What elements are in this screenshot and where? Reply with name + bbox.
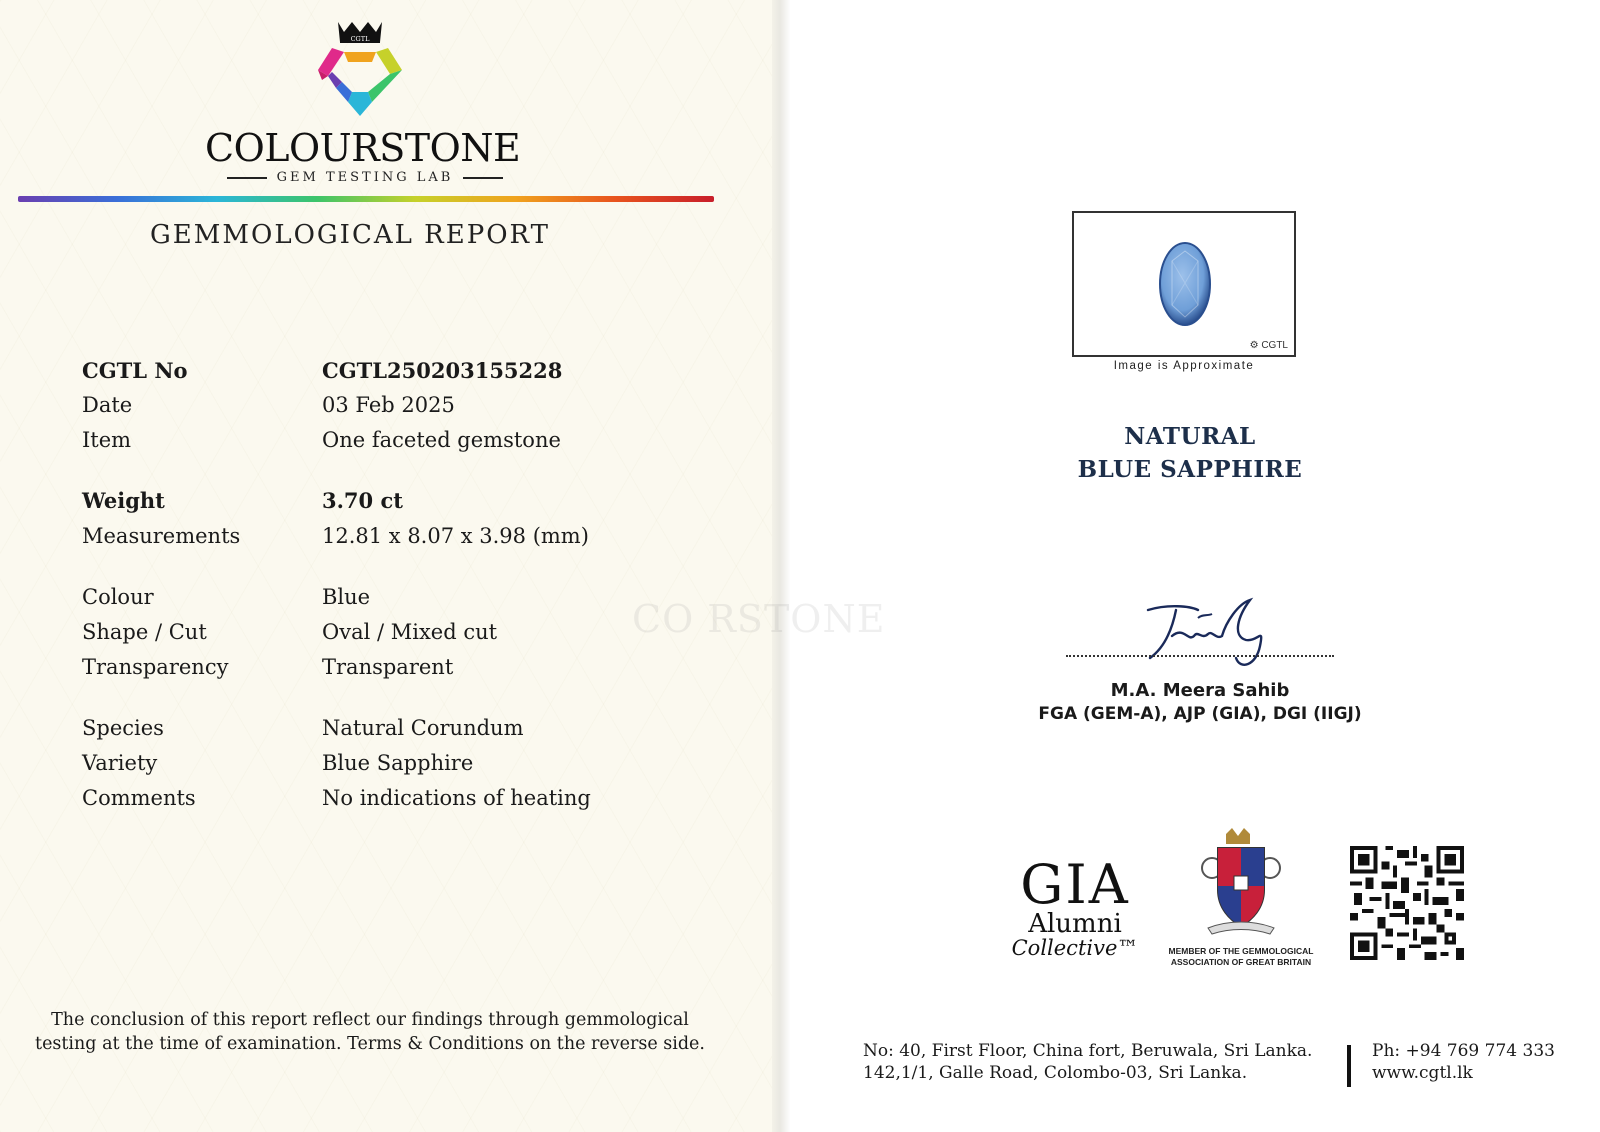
field-label: Measurements xyxy=(82,524,241,548)
photo-watermark-tag: ⚙ CGTL xyxy=(1249,340,1288,351)
field-value: Blue Sapphire xyxy=(322,751,474,775)
address-block xyxy=(863,1040,1312,1084)
field-label: Shape / Cut xyxy=(82,620,207,644)
field-label: Colour xyxy=(82,585,154,609)
qr-code-icon[interactable] xyxy=(1350,846,1464,960)
conclusion-line: BLUE SAPPHIRE xyxy=(1077,456,1303,483)
disclaimer-line: The conclusion of this report reflect our findings through gemmological xyxy=(51,1010,689,1030)
field-row-colour xyxy=(82,585,702,615)
field-value: Oval / Mixed cut xyxy=(322,620,498,644)
field-value: Natural Corundum xyxy=(322,716,524,740)
field-value: One faceted gemstone xyxy=(322,428,561,452)
photo-tag-text: CGTL xyxy=(1261,340,1288,351)
field-value: 12.81 x 8.07 x 3.98 (mm) xyxy=(322,524,589,548)
field-row-measurements xyxy=(82,524,702,554)
gia-collective-text: Collective™ xyxy=(1011,936,1139,960)
field-row-shape-cut xyxy=(82,620,702,650)
gemstone-icon xyxy=(1158,241,1212,327)
brand-subtitle xyxy=(215,170,515,185)
colourstone-logo-icon xyxy=(300,18,420,130)
signature-line xyxy=(1066,655,1334,657)
field-row-transparency xyxy=(82,655,702,685)
field-label: Comments xyxy=(82,786,196,810)
field-value: Transparent xyxy=(322,655,454,679)
field-label: Item xyxy=(82,428,132,452)
page-fold xyxy=(772,0,790,1132)
gemstone-image-frame xyxy=(1072,211,1296,357)
crown-text: CGTL xyxy=(350,35,370,43)
field-value: 03 Feb 2025 xyxy=(322,393,455,417)
field-label: CGTL No xyxy=(82,358,188,383)
field-label: Date xyxy=(82,393,133,417)
rainbow-divider xyxy=(18,196,714,202)
gem-a-crest-icon xyxy=(1198,828,1284,938)
field-row-species xyxy=(82,716,702,746)
field-row-date xyxy=(82,393,702,423)
field-row-variety xyxy=(82,751,702,781)
disclaimer-line: testing at the time of examination. Terms & Conditions on the reverse side. xyxy=(35,1034,705,1054)
conclusion xyxy=(1040,420,1340,486)
gia-text: GIA xyxy=(1020,853,1130,916)
footer-divider xyxy=(1347,1045,1351,1087)
image-caption: Image is Approximate xyxy=(1113,360,1255,372)
field-label: Variety xyxy=(82,751,158,775)
conclusion-line: NATURAL xyxy=(1124,423,1256,450)
website-link[interactable]: www.cgtl.lk xyxy=(1372,1063,1473,1083)
signatory-name: M.A. Meera Sahib xyxy=(1110,680,1290,701)
report-title: GEMMOLOGICAL REPORT xyxy=(150,220,550,250)
signatory-credentials: FGA (GEM-A), AJP (GIA), DGI (IIGJ) xyxy=(1038,704,1362,724)
field-value: No indications of heating xyxy=(322,786,591,810)
gia-alumni-logo xyxy=(1010,853,1140,960)
gem-a-line: MEMBER OF THE GEMMOLOGICAL xyxy=(1168,946,1314,956)
contact-block xyxy=(1372,1040,1555,1084)
brand-name: COLOURSTONE xyxy=(205,126,521,170)
field-value: 3.70 ct xyxy=(322,488,403,513)
field-label: Transparency xyxy=(82,655,229,679)
field-row-cgtl-no xyxy=(82,358,702,388)
field-row-comments xyxy=(82,786,702,816)
field-value: CGTL250203155228 xyxy=(322,358,563,383)
address-line: 142,1/1, Galle Road, Colombo-03, Sri Lanka. xyxy=(863,1063,1248,1083)
brand-subtitle-text: GEM TESTING LAB xyxy=(276,170,454,185)
field-label: Weight xyxy=(82,488,165,513)
disclaimer xyxy=(30,1008,710,1056)
field-label: Species xyxy=(82,716,164,740)
field-row-item xyxy=(82,428,702,458)
field-row-weight xyxy=(82,488,702,518)
gem-a-line: ASSOCIATION OF GREAT BRITAIN xyxy=(1170,957,1312,967)
gia-alumni-text: Alumni xyxy=(1028,909,1122,939)
signature-icon xyxy=(1128,596,1288,678)
watermark: CO RSTONE xyxy=(632,597,886,641)
gem-a-membership-text xyxy=(1160,946,1322,968)
field-value: Blue xyxy=(322,585,371,609)
address-line: No: 40, First Floor, China fort, Beruwala, Sri Lanka. xyxy=(863,1041,1313,1061)
phone-number: Ph: +94 769 774 333 xyxy=(1372,1041,1555,1061)
